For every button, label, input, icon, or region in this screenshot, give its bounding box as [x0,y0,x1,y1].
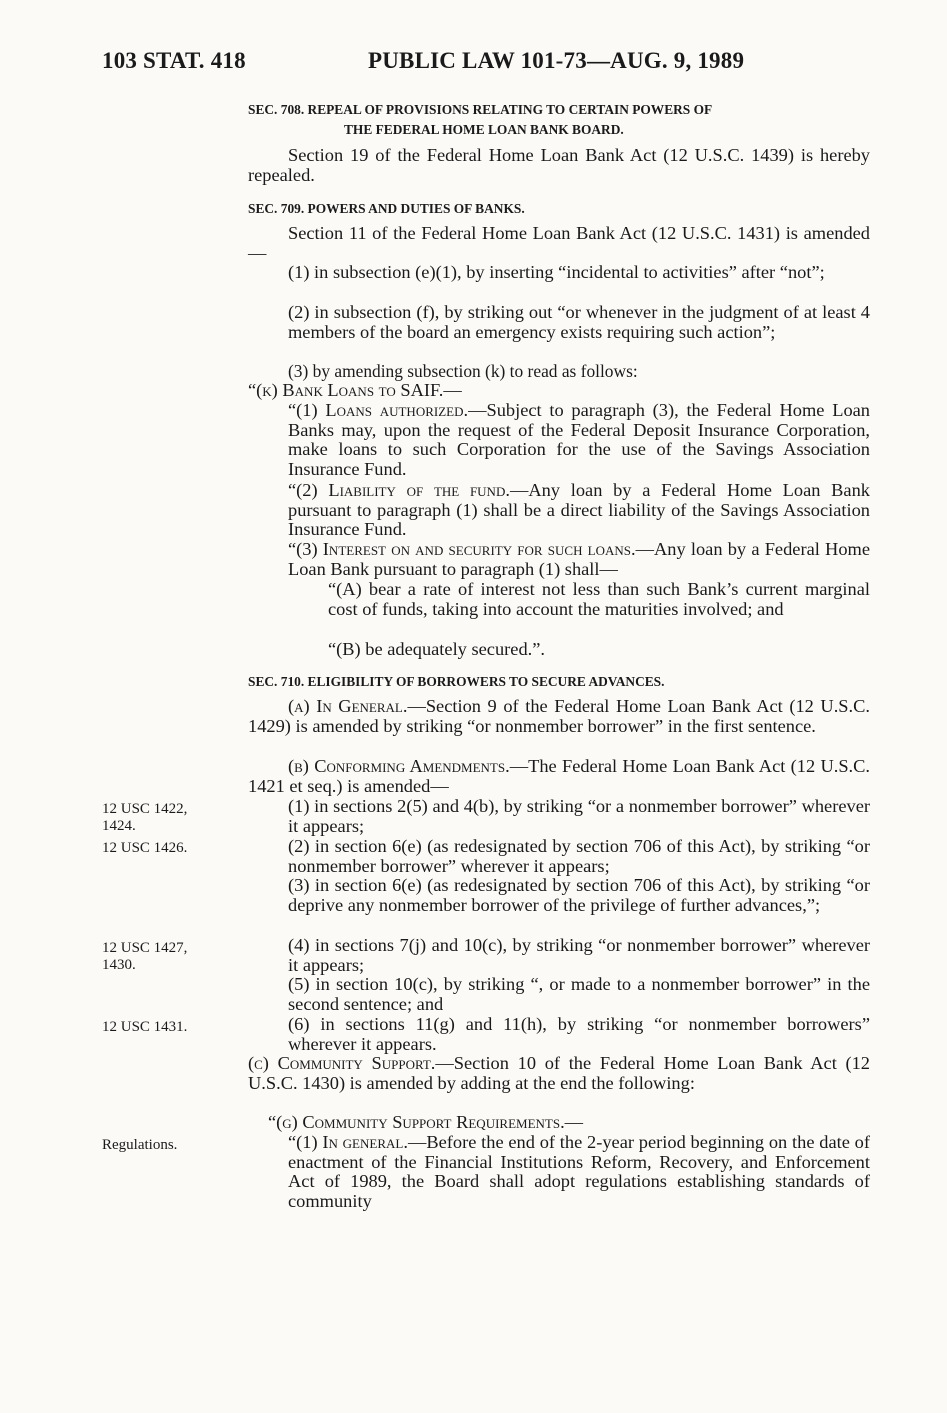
sec-710-a [248,697,870,736]
subsection-g-heading [268,1113,870,1133]
margin-note-usc-1422 [102,801,232,835]
margin-note-usc-1427-line2: 1430. [102,957,136,973]
margin-note-regulations: Regulations. [102,1137,178,1153]
para-k1-label: “(1) Loans authorized. [288,400,469,420]
margin-note-usc-1422-line2: 1424. [102,818,136,834]
sec-710-a-label: (a) In General. [288,696,408,716]
subsection-g-label: “(g) Community Support Requirements.— [268,1112,584,1132]
sec-710-c-text: —Section 10 of the Federal Home Loan Bank Act (12 U.S.C. 1430) is amended by adding at the end the following: [248,1053,871,1093]
sec-709-intro: Section 11 of the Federal Home Loan Bank Act (12 U.S.C. 1431) is amended— [248,223,870,263]
law-title: PUBLIC LAW 101-73—AUG. 9, 1989 [368,48,745,73]
sec-710-b-2: (2) in section 6(e) (as redesignated by section 706 of this Act), by striking “or nonmember borrower” wherever it appears; [288,836,870,876]
sec-710-c [248,1054,870,1093]
sec-710-heading: SEC. 710. ELIGIBILITY OF BORROWERS TO SECURE ADVANCES. [248,674,665,689]
subsection-k-label: “(k) Bank Loans to SAIF.— [248,380,462,400]
para-k1-text: —Subject to paragraph (3), the Federal Home Loan Banks may, upon the request of the Federal Deposit Insurance Corporation, make loans to such Corporation for the use of the Savings Association Insurance Fund. [288,400,870,479]
para-k3-A: “(A) bear a rate of interest not less than such Bank’s current marginal cost of funds, taking into account the maturities involved; and [328,579,870,619]
sec-710-b [248,757,870,796]
para-g1 [288,1133,870,1211]
sec-708-body: Section 19 of the Federal Home Loan Bank Act (12 U.S.C. 1439) is hereby repealed. [248,145,870,185]
sec-710-b-label: (b) Conforming Amendments. [288,756,510,776]
para-k1 [288,401,870,479]
margin-note-usc-1427-line1: 12 USC 1427, [102,940,188,956]
margin-note-usc-1427 [102,940,232,974]
para-k3-B: “(B) be adequately secured.”. [328,639,545,659]
para-k2-label: “(2) Liability of the fund. [288,480,510,500]
para-k3-label: “(3) Interest on and security for such loans. [288,539,636,559]
sec-710-b-6: (6) in sections 11(g) and 11(h), by striking “or nonmember borrowers” wherever it appears. [288,1014,870,1054]
sec-710-b-1: (1) in sections 2(5) and 4(b), by striking “or a nonmember borrower” wherever it appears; [288,796,870,836]
para-g1-label: “(1) In general. [288,1132,408,1152]
margin-note-usc-1422-line1: 12 USC 1422, [102,801,188,817]
sec-708-heading-line1: SEC. 708. REPEAL OF PROVISIONS RELATING TO CERTAIN POWERS OF [248,102,713,117]
para-g1-text: —Before the end of the 2-year period beginning on the date of enactment of the Financial Institutions Reform, Recovery, and Enforcement Act of 1989, the Board shall adopt regulations establishing standards of community [288,1132,870,1211]
sec-709-heading: SEC. 709. POWERS AND DUTIES OF BANKS. [248,201,525,216]
para-k2 [288,481,870,540]
para-k2-text: —Any loan by a Federal Home Loan Bank pursuant to paragraph (1) shall be a direct liability of the Savings Association Insurance Fund. [288,480,870,540]
sec-708-heading-line2: THE FEDERAL HOME LOAN BANK BOARD. [344,122,624,137]
para-k3-text: —Any loan by a Federal Home Loan Bank pursuant to paragraph (1) shall— [288,539,870,579]
margin-note-usc-1426: 12 USC 1426. [102,840,188,856]
para-k3 [288,540,870,579]
margin-note-usc-1431: 12 USC 1431. [102,1019,188,1035]
sec-709-item-3: (3) by amending subsection (k) to read as follows: [288,361,638,381]
sec-710-b-text: —The Federal Home Loan Bank Act (12 U.S.C. 1421 et seq.) is amended— [248,756,871,796]
sec-710-a-text: —Section 9 of the Federal Home Loan Bank Act (12 U.S.C. 1429) is amended by striking “or nonmember borrower” in the first sentence. [248,696,870,736]
sec-709-item-2: (2) in subsection (f), by striking out “or whenever in the judgment of at least 4 members of the board an emergency exists requiring such action”; [288,302,870,342]
sec-710-b-3: (3) in section 6(e) (as redesignated by section 706 of this Act), by striking “or deprive any nonmember borrower of the privilege of further advances,”; [288,875,870,915]
sec-708-heading [248,100,870,140]
page-reference: 103 STAT. 418 [102,48,246,73]
subsection-k-heading [248,381,870,401]
sec-709-item-1: (1) in subsection (e)(1), by inserting “incidental to activities” after “not”; [288,262,825,282]
sec-710-b-5: (5) in section 10(c), by striking “, or made to a nonmember borrower” in the second sentence; and [288,974,870,1014]
sec-710-b-4: (4) in sections 7(j) and 10(c), by striking “or nonmember borrower” wherever it appears; [288,935,870,975]
sec-710-c-label: (c) Community Support. [248,1053,436,1073]
